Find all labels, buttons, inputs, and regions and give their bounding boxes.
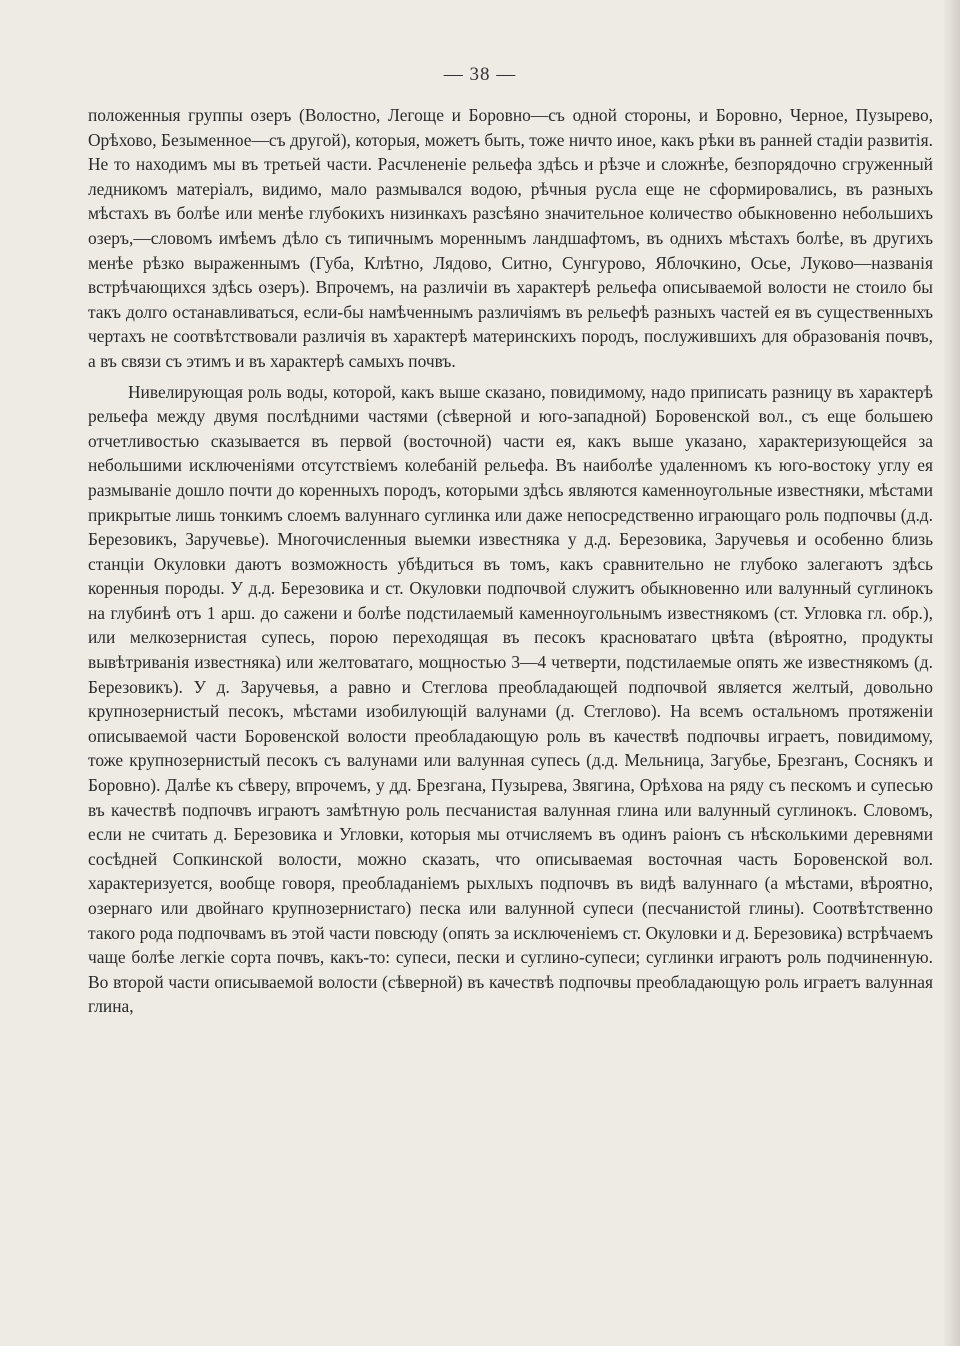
- page-edge-shadow: [942, 0, 960, 1346]
- paragraph-2: Нивелирующая роль воды, которой, какъ выше сказано, повидимому, надо приписать разницу въ характерѣ рельефа между двумя послѣдними частями (сѣверной и юго-западной) Боровенской вол., съ еще большею отчетливостью сказывается въ первой (восточной) части ея, какъ выше указано, характеризующейся за небольшими исключеніями отсутствіемъ колебаній рельефа. Въ наиболѣе удаленномъ къ юго-востоку углу ея размываніе дошло почти до коренныхъ породъ, которыми здѣсь являются каменноугольные известняки, мѣстами прикрытые лишь тонкимъ слоемъ валуннаго суглинка или даже непосредственно играющаго роль подпочвы (д.д. Березовикъ, Заручевье). Многочисленныя выемки известняка у д.д. Березовика, Заручевья и особенно близь станціи Окуловки даютъ возможность убѣдиться въ томъ, какъ сравнительно не глубоко залегаютъ здѣсь коренныя породы. У д.д. Березовика и ст. Окуловки подпочвой служитъ обыкновенно или валунный суглинокъ на глубинѣ отъ 1 арш. до сажени и болѣе подстилаемый каменноугольнымъ известнякомъ (ст. Угловка гл. обр.), или мелкозернистая супесь, порою переходящая въ песокъ красноватаго цвѣта (вѣроятно, продукты вывѣтриванія известняка) или желтоватаго, мощностью 3—4 четверти, подстилаемые опять же известнякомъ (д. Березовикъ). У д. Заручевья, а равно и Стеглова преобладающей подпочвой является желтый, довольно крупнозернистый песокъ, мѣстами изобилующій валунами (д. Стеглово). На всемъ остальномъ протяженіи описываемой части Боровенской волости преобладающую роль въ качествѣ подпочвы играетъ, повидимому, тоже крупнозернистый песокъ съ валунами или валунная супесь (д.д. Мельница, Загубье, Брезганъ, Соснякъ и Боровно). Далѣе къ сѣверу, впрочемъ, у дд. Брезгана, Пузырева, Звягина, Орѣхова на ряду съ пескомъ и супесью въ качествѣ подпочвъ играютъ замѣтную роль песчанистая валунная глина или валунный суглинокъ. Словомъ, если не считать д. Березовика и Угловки, которыя мы отчисляемъ въ одинъ раіонъ съ нѣсколькими деревнями сосѣдней Сопкинской волости, можно сказать, что описываемая восточная часть Боровенской вол. характеризуется, вообще говоря, преобладаніемъ рыхлыхъ подпочвъ въ видѣ валуннаго (а мѣстами, вѣроятно, озернаго или двойнаго крупнозернистаго) песка или валунной супеси (песчанистой глины). Соотвѣтственно такого рода подпочвамъ въ этой части повсюду (опять за исключеніемъ ст. Окуловки и д. Березовика) встрѣчаемъ чаще болѣе легкіе сорта почвъ, какъ-то: супеси, пески и суглино-супеси; суглинки играютъ роль подчиненную. Во второй части описываемой волости (сѣверной) въ качествѣ подпочвы преобладающую роль играетъ валунная глина,: [88, 381, 933, 1017]
- body-text: [88, 103, 933, 1019]
- page-number: — 38 —: [443, 64, 517, 85]
- paragraph-1: положенныя группы озеръ (Волостно, Легоще и Боровно—съ одной стороны, и Боровно, Черное, Пузырево, Орѣхово, Безыменное—съ другой), которыя, можетъ быть, тоже ничто иное, какъ рѣки въ ранней стадіи развитія. Не то находимъ мы въ третьей части. Расчлененіе рельефа здѣсь и рѣзче и сложнѣе, безпорядочно сгруженный ледникомъ матеріалъ, видимо, мало размывался водою, рѣчныя русла еще не сформировались, въ разныхъ мѣстахъ въ болѣе или менѣе глубокихъ низинкахъ разсѣяно значительное количество обыкновенно небольшихъ озеръ,—словомъ имѣемъ дѣло съ типичнымъ мореннымъ ландшафтомъ, въ однихъ мѣстахъ болѣе, въ другихъ менѣе рѣзко выраженнымъ (Губа, Клѣтно, Лядово, Ситно, Сунгурово, Яблочкино, Осье, Луково—названія встрѣчающихся здѣсь озеръ). Впрочемъ, на различіи въ характерѣ рельефа описываемой волости не стоило бы такъ долго останавливаться, если-бы намѣченнымъ различіямъ въ рельефѣ разныхъ частей ея въ существенныхъ чертахъ не соотвѣтствовали различія въ характерѣ материнскихъ породъ, послужившихъ для образованія почвъ, а въ связи съ этимъ и въ характерѣ самыхъ почвъ.: [88, 105, 933, 371]
